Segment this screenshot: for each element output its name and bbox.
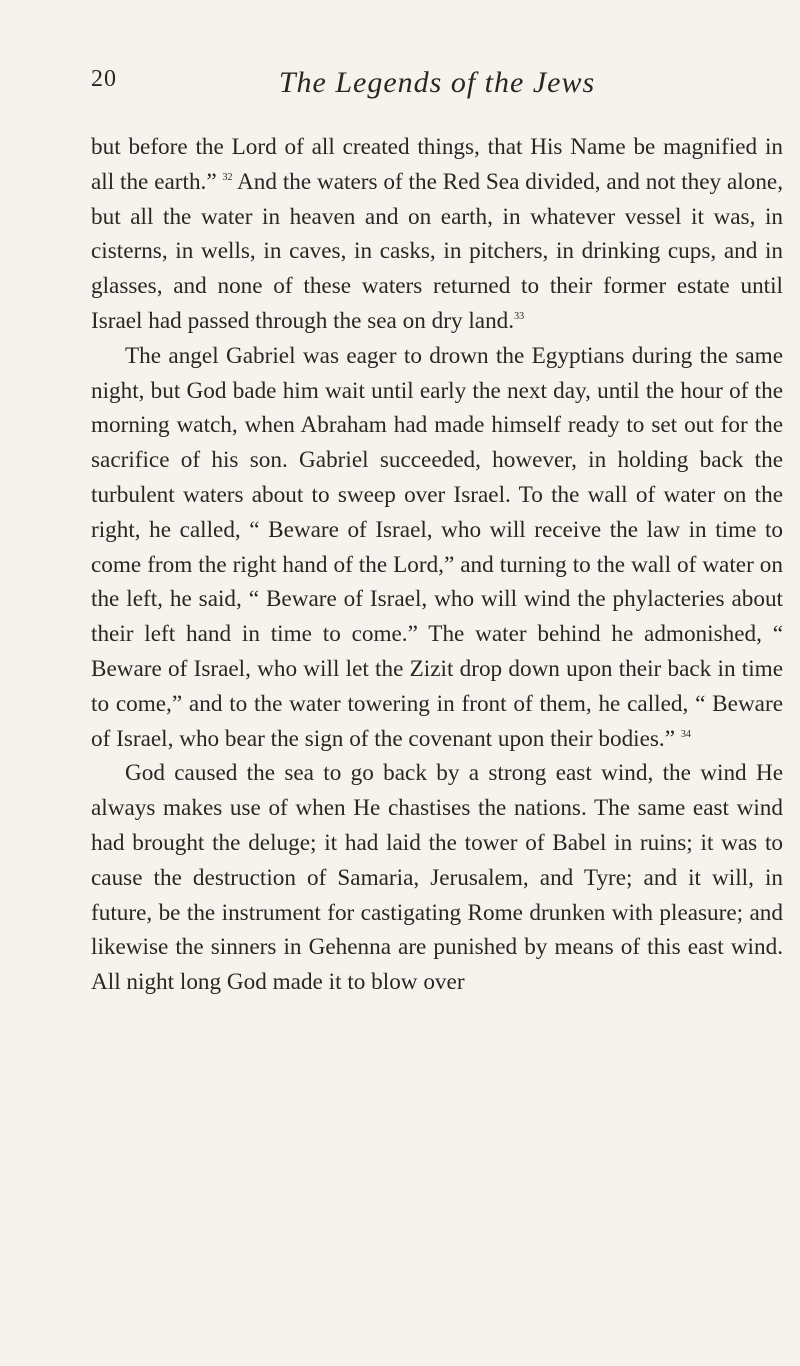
paragraph-text: but before the Lord of all created things, that His Name be magnified in all the earth.”	[91, 134, 783, 195]
page-number: 20	[91, 66, 117, 92]
paragraph	[91, 130, 783, 339]
paragraph-text: And the waters of the Red Sea divided, and not they alone, but all the water in heaven and on earth, in whatever vessel it was, in cisterns, in wells, in caves, in casks, in pitchers, in drinking cups, and in glasses, and none of these waters returned to their former estate until Israel had passed through the sea on dry land.	[91, 168, 784, 334]
body-text	[91, 130, 783, 1000]
footnote-marker: 32	[222, 171, 233, 183]
paragraph-text: God caused the sea to go back by a strong east wind, the wind He always makes use of when He chastises the nations. The same east wind had brought the deluge; it had laid the tower of Babel in ruins; it was to cause the destruction of Samaria, Jerusalem, and Tyre; and it will, in future, be the instrument for castigating Rome drunken with pleasure; and likewise the sinners in Gehenna are punished by means of this east wind. All night long God made it to blow over	[91, 760, 783, 996]
footnote-marker: 34	[680, 728, 691, 740]
running-title: The Legends of the Jews	[278, 66, 596, 99]
paragraph	[91, 339, 783, 757]
footnote-marker: 33	[514, 310, 525, 322]
page-header	[91, 66, 783, 106]
paragraph	[91, 756, 783, 1000]
paragraph-text: The angel Gabriel was eager to drown the Egyptians during the same night, but God bade him wait until early the next day, until the hour of the morning watch, when Abraham had made himself ready to set out for the sacrifice of his son. Gabriel succeeded, however, in holding back the turbulent waters about to sweep over Israel. To the wall of water on the right, he called, “ Beware of Israel, who will receive the law in time to come from the right hand of the Lord,” and turning to the wall of water on the left, he said, “ Beware of Israel, who will wind the phylacteries about their left hand in time to come.” The water behind he admonished, “ Beware of Israel, who will let the Zizit drop down upon their back in time to come,” and to the water towering in front of them, he called, “ Beware of Israel, who bear the sign of the covenant upon their bodies.”	[91, 342, 783, 752]
